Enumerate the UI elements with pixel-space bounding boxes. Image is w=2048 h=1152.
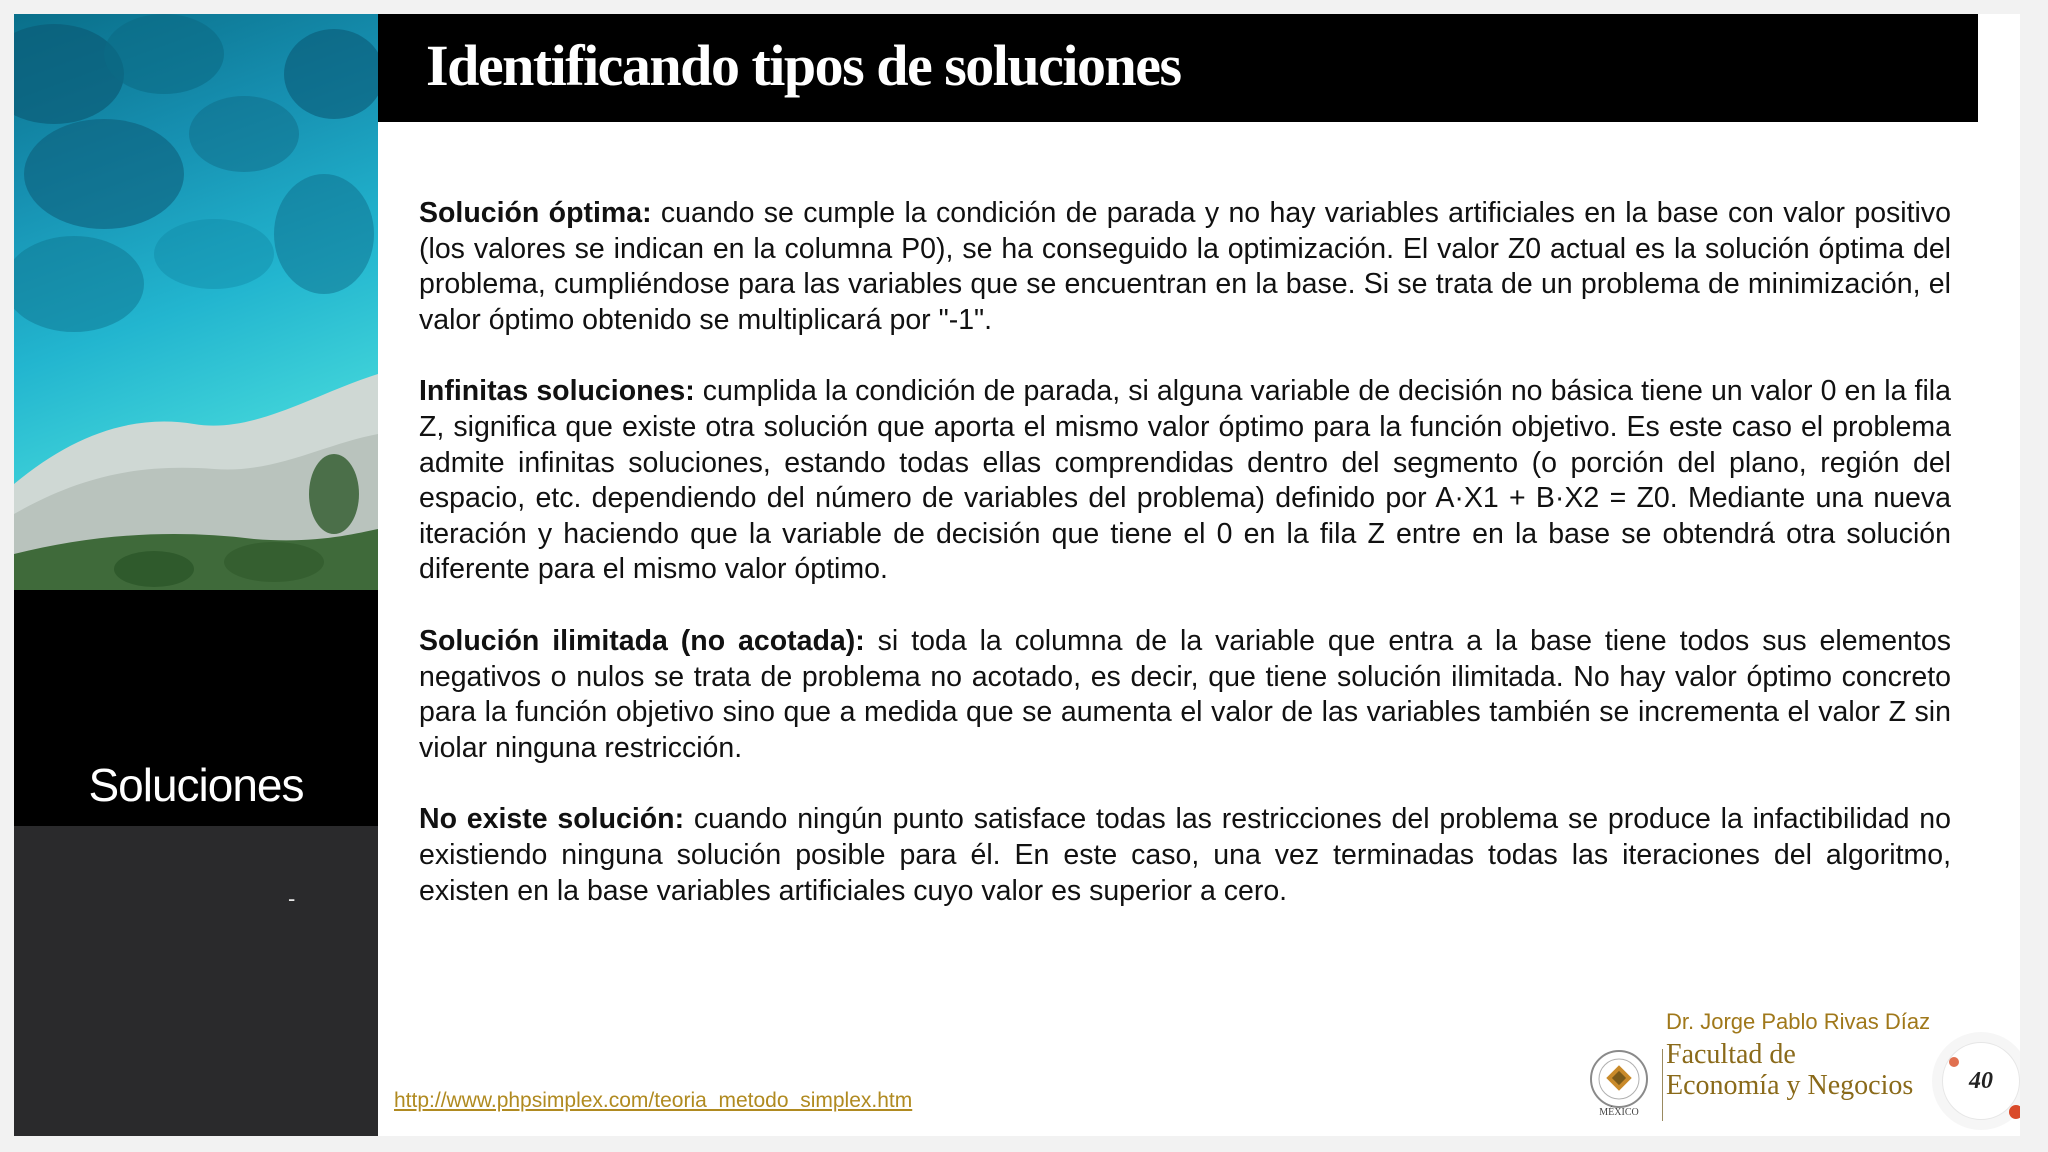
left-dark-band	[14, 826, 378, 1136]
aerial-coast-photo	[14, 14, 378, 590]
paragraph-text: si toda la columna de la variable que entra a la base tiene todos sus elementos negativos o nulos se trata de problema no acotado, es decir, que tiene solución ilimitada. No hay valor óptimo concreto para la función objetivo sino que a medida que se aumenta el valor de las variables también se incrementa el valor Z sin violar ninguna restricción.	[419, 624, 1952, 764]
badge-dot	[2009, 1105, 2020, 1119]
title-bar	[378, 14, 1978, 122]
paragraph-text: cumplida la condición de parada, si alguna variable de decisión no básica tiene un valor 0 en la fila Z, significa que existe otra solución que aporta el mismo valor óptimo para la función objetivo. Es este caso el problema admite infinitas soluciones, estando todas ellas comprendidas dentro del segmento (o porción del plano, región del espacio, etc. dependiendo del número de variables del problema) definido por A·X1 + B·X2 = Z0. Mediante una nueva iteración y haciendo que la variable de decisión que tiene el 0 en la fila Z entre en la base se obtendrá otra solución diferente para el mismo valor óptimo.	[419, 375, 1951, 586]
section-label: Soluciones	[88, 759, 304, 811]
section-label-band	[14, 590, 378, 826]
paragraph-text: cuando ningún punto satisface todas las restricciones del problema se produce la infactibilidad no existiendo ninguna solución posible para él. En este caso, una vez terminadas todas las iteraciones del algoritmo, existen en la base variables artificiales cuyo valor es superior a cero.	[419, 803, 1951, 907]
content-body	[419, 196, 1951, 945]
faculty-line-2: Economía y Negocios	[1666, 1070, 1914, 1101]
left-panel	[14, 14, 378, 1136]
page-number: 40	[1969, 1068, 1993, 1094]
author-name: Dr. Jorge Pablo Rivas Díaz	[1666, 1009, 1931, 1034]
seal-label: MÉXICO	[1599, 1107, 1639, 1118]
paragraph-unbounded-solution	[419, 624, 1951, 766]
source-link[interactable]: http://www.phpsimplex.com/teoria_metodo_simplex.htm	[394, 1089, 913, 1112]
faculty-line-1: Facultad de	[1666, 1039, 1796, 1070]
paragraph-heading: Solución ilimitada (no acotada):	[419, 624, 865, 657]
logo-divider	[1662, 1049, 1663, 1121]
paragraph-text: cuando se cumple la condición de parada y no hay variables artificiales en la base con valor positivo (los valores se indican en la columna P0), se ha conseguido la optimización. El valor Z0 actual es la solución óptima del problema, cumpliéndose para las variables que se encuentran en la base. Si se trata de un problema de minimización, el valor óptimo obtenido se multiplicará por "-1".	[419, 197, 1951, 336]
paragraph-heading: Solución óptima:	[419, 197, 652, 229]
paragraph-optimal-solution	[419, 196, 1951, 338]
dash-mark: -	[288, 886, 296, 911]
slide-title: Identificando tipos de soluciones	[426, 33, 1181, 98]
paragraph-heading: Infinitas soluciones:	[419, 375, 695, 408]
faculty-name	[1666, 1039, 1913, 1101]
paragraph-no-solution	[419, 802, 1951, 909]
paragraph-infinite-solutions	[419, 374, 1951, 588]
slide	[14, 14, 2020, 1136]
paragraph-heading: No existe solución:	[419, 803, 685, 836]
page-number-badge	[1942, 1042, 2020, 1120]
